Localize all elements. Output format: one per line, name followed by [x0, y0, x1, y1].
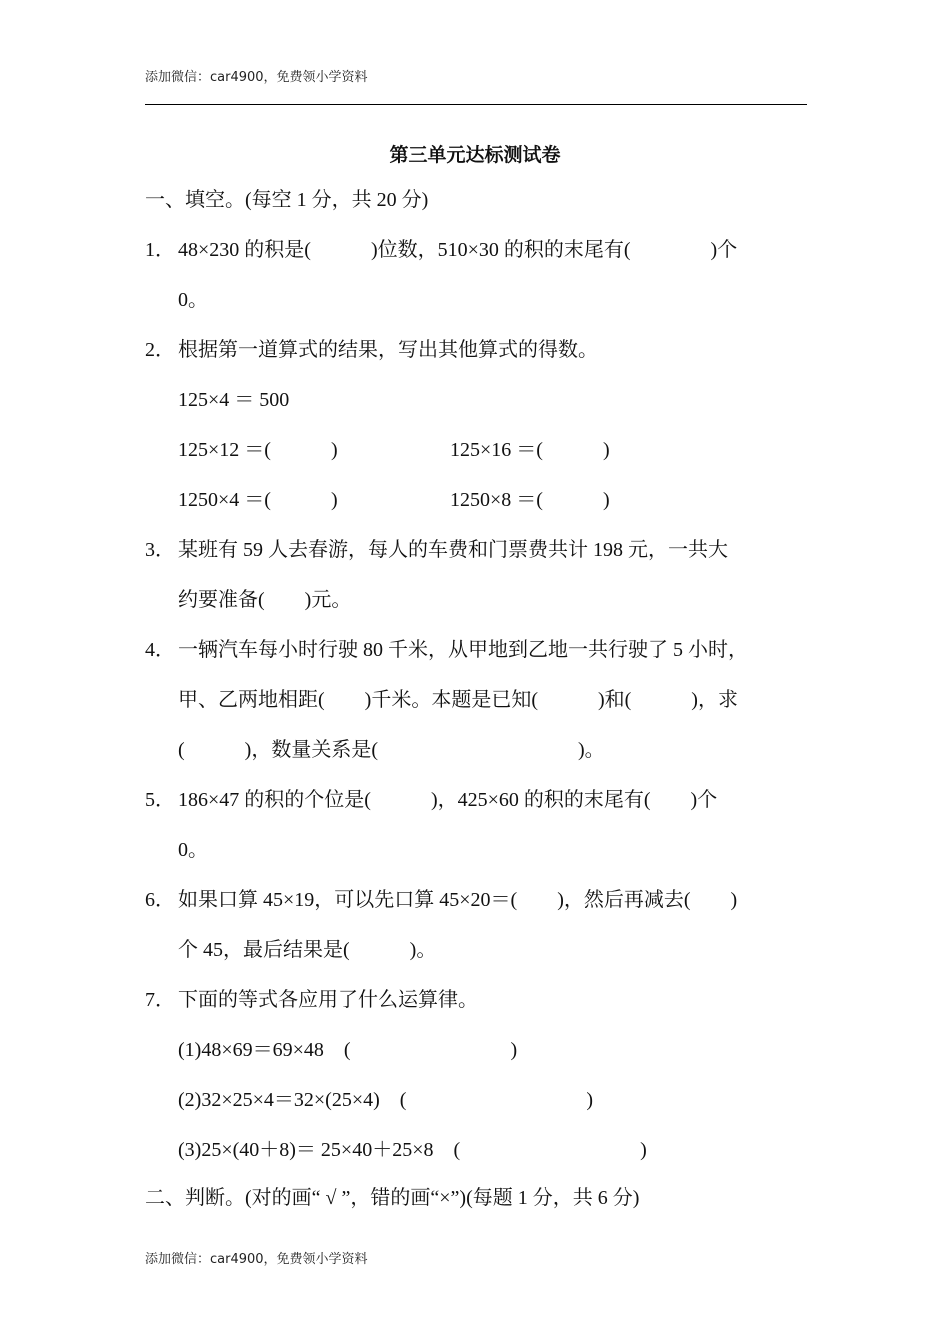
question-6-line-2: 个 45，最后结果是( )。 — [178, 939, 437, 961]
question-1-number: 1． — [145, 239, 175, 261]
question-6-number: 6． — [145, 889, 175, 911]
question-2-number: 2． — [145, 339, 175, 361]
question-7-item-3: (3)25×(40＋8)＝ 25×40＋25×8 ( ) — [178, 1139, 647, 1161]
question-7-number: 7． — [145, 989, 175, 1011]
section-2-heading: 二、判断。(对的画“ √ ”，错的画“×”)(每题 1 分，共 6 分) — [145, 1187, 640, 1209]
question-6-line-1: 如果口算 45×19，可以先口算 45×20＝( )，然后再减去( ) — [178, 889, 738, 911]
question-1-line-1: 48×230 的积是( )位数，510×30 的积的末尾有( )个 — [178, 239, 738, 261]
question-5-line-1: 186×47 的积的个位是( )，425×60 的积的末尾有( )个 — [178, 789, 718, 811]
page-header-note: 添加微信：car4900，免费领小学资料 — [145, 70, 368, 85]
question-2-item-c: 1250×4 ＝( ) — [178, 489, 338, 511]
question-4-line-2: 甲、乙两地相距( )千米。本题是已知( )和( )，求 — [178, 689, 738, 711]
question-2-line-1: 根据第一道算式的结果，写出其他算式的得数。 — [178, 339, 598, 361]
question-2-item-a: 125×12 ＝( ) — [178, 439, 338, 461]
question-7-item-1: (1)48×69＝69×48 ( ) — [178, 1039, 518, 1061]
question-5-number: 5． — [145, 789, 175, 811]
question-2-item-b: 125×16 ＝( ) — [450, 439, 610, 461]
question-4-line-1: 一辆汽车每小时行驶 80 千米，从甲地到乙地一共行驶了 5 小时， — [178, 639, 748, 661]
question-3-number: 3． — [145, 539, 175, 561]
question-7-line-1: 下面的等式各应用了什么运算律。 — [178, 989, 478, 1011]
question-7-item-2: (2)32×25×4＝32×(25×4) ( ) — [178, 1089, 594, 1111]
page-title: 第三单元达标测试卷 — [389, 144, 561, 166]
question-2-item-d: 1250×8 ＝( ) — [450, 489, 610, 511]
question-1-line-2: 0。 — [178, 289, 208, 311]
question-5-line-2: 0。 — [178, 839, 208, 861]
question-4-number: 4． — [145, 639, 175, 661]
question-3-line-2: 约要准备( )元。 — [178, 589, 352, 611]
section-1-heading: 一、填空。(每空 1 分，共 20 分) — [145, 189, 429, 211]
header-divider — [145, 104, 807, 105]
page-footer-note: 添加微信：car4900，免费领小学资料 — [145, 1252, 368, 1267]
question-3-line-1: 某班有 59 人去春游，每人的车费和门票费共计 198 元，一共大 — [178, 539, 728, 561]
question-4-line-3: ( )，数量关系是( )。 — [178, 739, 605, 761]
question-2-given: 125×4 ＝ 500 — [178, 389, 290, 411]
